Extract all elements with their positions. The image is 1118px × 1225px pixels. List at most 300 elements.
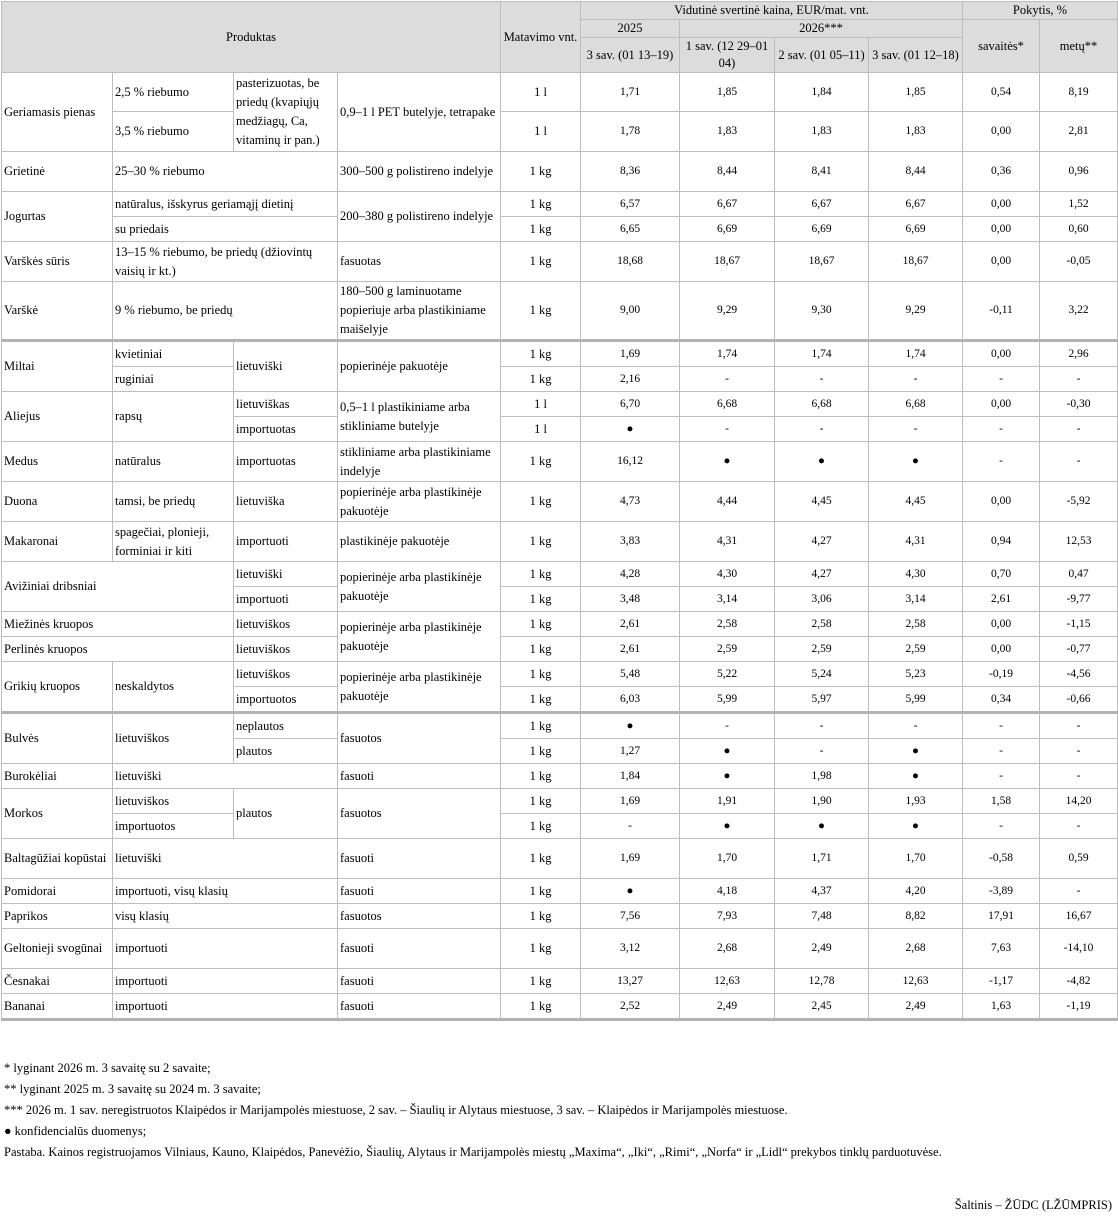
- product-name: Grikių kruopos: [2, 662, 113, 713]
- change-yearly: -1,19: [1040, 994, 1118, 1020]
- change-yearly: -: [1040, 814, 1118, 839]
- product-spec: 3,5 % riebumo: [113, 112, 234, 152]
- change-weekly: 0,00: [963, 392, 1040, 417]
- product-package: fasuotos: [338, 789, 501, 839]
- price-2026-w2: ●: [775, 814, 869, 839]
- unit-cell: 1 kg: [501, 341, 581, 367]
- change-weekly: -: [963, 713, 1040, 739]
- price-2026-w2: 1,83: [775, 112, 869, 152]
- unit-cell: 1 kg: [501, 587, 581, 612]
- price-2026-w2: -: [775, 417, 869, 442]
- table-row: [2, 969, 1118, 994]
- price-2026-w1: 6,67: [680, 192, 775, 217]
- product-name: Grietinė: [2, 152, 113, 192]
- product-name: Aliejus: [2, 392, 113, 442]
- unit-cell: 1 kg: [501, 814, 581, 839]
- price-2026-w3: ●: [869, 764, 963, 789]
- change-yearly: 12,53: [1040, 522, 1118, 562]
- price-2026-w2: 2,45: [775, 994, 869, 1020]
- price-2026-w2: -: [775, 739, 869, 764]
- price-2025-w3: -: [581, 814, 680, 839]
- price-2026-w2: 3,06: [775, 587, 869, 612]
- change-weekly: -0,11: [963, 282, 1040, 341]
- product-origin: importuotas: [234, 442, 338, 482]
- price-2025-w3: 3,83: [581, 522, 680, 562]
- price-2026-w3: 1,74: [869, 341, 963, 367]
- price-2026-w3: -: [869, 417, 963, 442]
- price-2026-w3: 1,93: [869, 789, 963, 814]
- change-weekly: 0,00: [963, 192, 1040, 217]
- price-2025-w3: 6,70: [581, 392, 680, 417]
- product-name: Bananai: [2, 994, 113, 1020]
- table-row: [2, 522, 1118, 562]
- price-2026-w3: -: [869, 713, 963, 739]
- price-2026-w2: 4,27: [775, 522, 869, 562]
- product-package: fasuotos: [338, 713, 501, 764]
- product-spec: lietuviški: [113, 839, 338, 879]
- unit-cell: 1 kg: [501, 713, 581, 739]
- product-package: popierinėje arba plastikinėje pakuotėje: [338, 482, 501, 522]
- change-weekly: 0,00: [963, 242, 1040, 282]
- unit-cell: 1 kg: [501, 637, 581, 662]
- price-2025-w3: 1,78: [581, 112, 680, 152]
- table-row: [2, 662, 1118, 687]
- product-package: 300–500 g polistireno indelyje: [338, 152, 501, 192]
- change-weekly: -0,58: [963, 839, 1040, 879]
- price-2025-w3: 2,61: [581, 637, 680, 662]
- change-yearly: -9,77: [1040, 587, 1118, 612]
- price-2026-w1: ●: [680, 814, 775, 839]
- product-spec: importuoti: [113, 929, 338, 969]
- price-2026-w1: 2,59: [680, 637, 775, 662]
- change-yearly: -: [1040, 442, 1118, 482]
- product-package: fasuotas: [338, 242, 501, 282]
- price-2026-w2: 18,67: [775, 242, 869, 282]
- price-2026-w3: 6,69: [869, 217, 963, 242]
- product-name: Miežinės kruopos: [2, 612, 234, 637]
- price-2026-w1: 4,30: [680, 562, 775, 587]
- header-yearly: metų**: [1040, 20, 1118, 73]
- product-origin: lietuviški: [234, 341, 338, 392]
- price-2026-w1: -: [680, 417, 775, 442]
- product-spec: natūralus: [113, 442, 234, 482]
- change-yearly: 2,96: [1040, 341, 1118, 367]
- product-package: fasuoti: [338, 879, 501, 904]
- change-yearly: 16,67: [1040, 904, 1118, 929]
- product-origin: lietuviškos: [234, 662, 338, 687]
- price-2026-w1: 2,49: [680, 994, 775, 1020]
- unit-cell: 1 kg: [501, 904, 581, 929]
- price-2026-w1: ●: [680, 739, 775, 764]
- change-yearly: 0,59: [1040, 839, 1118, 879]
- change-yearly: 0,96: [1040, 152, 1118, 192]
- product-spec: visų klasių: [113, 904, 338, 929]
- price-2026-w1: 4,31: [680, 522, 775, 562]
- price-2026-w3: 18,67: [869, 242, 963, 282]
- product-spec: natūralus, išskyrus geriamąjį dietinį: [113, 192, 338, 217]
- table-row: [2, 994, 1118, 1020]
- price-2026-w1: 7,93: [680, 904, 775, 929]
- unit-cell: 1 kg: [501, 969, 581, 994]
- change-weekly: 1,63: [963, 994, 1040, 1020]
- product-spec: 9 % riebumo, be priedų: [113, 282, 338, 341]
- change-yearly: -0,30: [1040, 392, 1118, 417]
- change-yearly: 14,20: [1040, 789, 1118, 814]
- table-row: [2, 839, 1118, 879]
- unit-cell: 1 kg: [501, 522, 581, 562]
- product-package: 200–380 g polistireno indelyje: [338, 192, 501, 242]
- table-row: [2, 192, 1118, 217]
- table-row: [2, 341, 1118, 367]
- table-row: [2, 282, 1118, 341]
- price-2026-w2: -: [775, 713, 869, 739]
- price-2026-w3: 5,99: [869, 687, 963, 713]
- price-2025-w3: 2,52: [581, 994, 680, 1020]
- change-yearly: 0,60: [1040, 217, 1118, 242]
- source-note: Šaltinis – ŽŪDC (LŽŪMPRIS): [954, 1198, 1112, 1212]
- price-2026-w1: 1,85: [680, 73, 775, 112]
- change-weekly: 0,00: [963, 612, 1040, 637]
- header-week-2026-2: 2 sav. (01 05–11): [775, 38, 869, 73]
- product-origin: neplautos: [234, 713, 338, 739]
- price-2026-w3: ●: [869, 442, 963, 482]
- price-table: [1, 1, 1118, 1021]
- product-name: Makaronai: [2, 522, 113, 562]
- price-2026-w1: ●: [680, 764, 775, 789]
- header-year-2026: 2026***: [680, 20, 963, 38]
- change-weekly: 0,00: [963, 637, 1040, 662]
- change-yearly: -: [1040, 367, 1118, 392]
- price-2025-w3: ●: [581, 879, 680, 904]
- price-2026-w1: 1,70: [680, 839, 775, 879]
- unit-cell: 1 kg: [501, 764, 581, 789]
- unit-cell: 1 l: [501, 112, 581, 152]
- price-2025-w3: 13,27: [581, 969, 680, 994]
- unit-cell: 1 kg: [501, 367, 581, 392]
- price-2026-w1: 1,74: [680, 341, 775, 367]
- change-weekly: 0,00: [963, 482, 1040, 522]
- price-2026-w3: 2,58: [869, 612, 963, 637]
- product-spec: 13–15 % riebumo, be priedų (džiovintų vaisių ir kt.): [113, 242, 338, 282]
- change-weekly: 0,34: [963, 687, 1040, 713]
- price-2026-w3: 4,20: [869, 879, 963, 904]
- unit-cell: 1 kg: [501, 612, 581, 637]
- product-name: Perlinės kruopos: [2, 637, 234, 662]
- change-yearly: -0,05: [1040, 242, 1118, 282]
- product-spec: importuoti: [113, 969, 338, 994]
- price-2026-w2: 2,49: [775, 929, 869, 969]
- table-row: [2, 814, 1118, 839]
- product-origin: importuotos: [234, 687, 338, 713]
- price-2026-w3: 1,85: [869, 73, 963, 112]
- price-2026-w1: 4,18: [680, 879, 775, 904]
- change-weekly: -3,89: [963, 879, 1040, 904]
- change-yearly: -0,66: [1040, 687, 1118, 713]
- header-unit: Matavimo vnt.: [501, 2, 581, 73]
- table-row: [2, 789, 1118, 814]
- price-2025-w3: 2,16: [581, 367, 680, 392]
- price-2026-w2: 12,78: [775, 969, 869, 994]
- unit-cell: 1 kg: [501, 217, 581, 242]
- price-2025-w3: 1,27: [581, 739, 680, 764]
- product-origin: lietuviškos: [234, 637, 338, 662]
- change-weekly: 0,36: [963, 152, 1040, 192]
- price-2025-w3: 1,84: [581, 764, 680, 789]
- price-2026-w3: 1,83: [869, 112, 963, 152]
- product-spec: spagečiai, plonieji, forminiai ir kiti: [113, 522, 234, 562]
- price-2026-w3: 8,82: [869, 904, 963, 929]
- price-2026-w3: ●: [869, 814, 963, 839]
- price-2025-w3: 3,48: [581, 587, 680, 612]
- price-2025-w3: 9,00: [581, 282, 680, 341]
- product-package: popierinėje pakuotėje: [338, 341, 501, 392]
- product-package: stikliniame arba plastikiniame indelyje: [338, 442, 501, 482]
- change-weekly: -: [963, 442, 1040, 482]
- unit-cell: 1 kg: [501, 994, 581, 1020]
- price-2026-w1: 5,99: [680, 687, 775, 713]
- product-package: fasuoti: [338, 764, 501, 789]
- price-2025-w3: 7,56: [581, 904, 680, 929]
- header-week-2026-3: 3 sav. (01 12–18): [869, 38, 963, 73]
- price-2026-w3: 2,49: [869, 994, 963, 1020]
- product-name: Baltagūžiai kopūstai: [2, 839, 113, 879]
- product-package: popierinėje arba plastikinėje pakuotėje: [338, 562, 501, 612]
- product-spec: lietuviški: [113, 764, 338, 789]
- price-2026-w1: 8,44: [680, 152, 775, 192]
- product-origin: importuoti: [234, 587, 338, 612]
- footnote-yearly: ** lyginant 2025 m. 3 savaitę su 2024 m. 3 savaite;: [4, 1082, 261, 1096]
- price-2026-w1: 9,29: [680, 282, 775, 341]
- price-2025-w3: 1,69: [581, 789, 680, 814]
- change-weekly: 1,58: [963, 789, 1040, 814]
- price-2025-w3: 2,61: [581, 612, 680, 637]
- product-package: fasuoti: [338, 839, 501, 879]
- change-weekly: 0,70: [963, 562, 1040, 587]
- change-yearly: -: [1040, 713, 1118, 739]
- product-origin: importuotas: [234, 417, 338, 442]
- product-spec: importuoti, visų klasių: [113, 879, 338, 904]
- price-2025-w3: 8,36: [581, 152, 680, 192]
- product-name: Burokėliai: [2, 764, 113, 789]
- price-2026-w2: ●: [775, 442, 869, 482]
- price-2026-w3: 9,29: [869, 282, 963, 341]
- change-yearly: -14,10: [1040, 929, 1118, 969]
- unit-cell: 1 l: [501, 73, 581, 112]
- price-2026-w3: 4,31: [869, 522, 963, 562]
- price-2025-w3: 5,48: [581, 662, 680, 687]
- unit-cell: 1 kg: [501, 442, 581, 482]
- unit-cell: 1 kg: [501, 879, 581, 904]
- product-spec: kvietiniai: [113, 341, 234, 367]
- product-name: Česnakai: [2, 969, 113, 994]
- product-spec: rapsų: [113, 392, 234, 442]
- product-package: 0,5–1 l plastikiniame arba stikliniame butelyje: [338, 392, 501, 442]
- price-2026-w1: 3,14: [680, 587, 775, 612]
- product-name: Jogurtas: [2, 192, 113, 242]
- product-origin: lietuviškas: [234, 392, 338, 417]
- price-2026-w2: 6,67: [775, 192, 869, 217]
- change-weekly: 0,94: [963, 522, 1040, 562]
- product-spec: neskaldytos: [113, 662, 234, 713]
- product-package: popierinėje arba plastikinėje pakuotėje: [338, 612, 501, 662]
- price-2026-w2: 1,98: [775, 764, 869, 789]
- table-row: [2, 764, 1118, 789]
- product-name: Medus: [2, 442, 113, 482]
- price-2026-w2: 4,37: [775, 879, 869, 904]
- table-row: [2, 442, 1118, 482]
- price-2025-w3: 1,71: [581, 73, 680, 112]
- product-package: plastikinėje pakuotėje: [338, 522, 501, 562]
- product-package: fasuoti: [338, 969, 501, 994]
- table-row: [2, 112, 1118, 152]
- price-2025-w3: 18,68: [581, 242, 680, 282]
- price-2026-w3: -: [869, 367, 963, 392]
- product-spec: importuotos: [113, 814, 234, 839]
- price-2025-w3: 4,28: [581, 562, 680, 587]
- table-row: [2, 152, 1118, 192]
- change-weekly: -: [963, 814, 1040, 839]
- change-weekly: -: [963, 764, 1040, 789]
- header-week-2025-3: 3 sav. (01 13–19): [581, 38, 680, 73]
- product-origin: importuoti: [234, 522, 338, 562]
- change-yearly: -5,92: [1040, 482, 1118, 522]
- product-package: popierinėje arba plastikinėje pakuotėje: [338, 662, 501, 713]
- price-2026-w3: 8,44: [869, 152, 963, 192]
- product-package: 180–500 g laminuotame popieriuje arba plastikiniame maišelyje: [338, 282, 501, 341]
- unit-cell: 1 kg: [501, 662, 581, 687]
- price-2026-w1: 2,68: [680, 929, 775, 969]
- price-2026-w1: 4,44: [680, 482, 775, 522]
- price-2026-w3: 2,68: [869, 929, 963, 969]
- table-row: [2, 367, 1118, 392]
- unit-cell: 1 kg: [501, 839, 581, 879]
- price-2026-w3: 5,23: [869, 662, 963, 687]
- price-2026-w3: 2,59: [869, 637, 963, 662]
- price-2026-w3: 1,70: [869, 839, 963, 879]
- product-origin: pasterizuotas, be priedų (kvapiųjų medžiagų, Ca, vitaminų ir pan.): [234, 73, 338, 152]
- table-row: [2, 392, 1118, 417]
- change-weekly: -: [963, 739, 1040, 764]
- table-body: [2, 73, 1118, 1020]
- product-spec: su priedais: [113, 217, 338, 242]
- price-2025-w3: ●: [581, 417, 680, 442]
- price-2026-w1: 1,91: [680, 789, 775, 814]
- price-2026-w3: 4,45: [869, 482, 963, 522]
- change-yearly: -: [1040, 764, 1118, 789]
- product-package: fasuotos: [338, 904, 501, 929]
- footnote-remark: Pastaba. Kainos registruojamos Vilniaus, Kauno, Klaipėdos, Panevėžio, Šiaulių, Alytaus ir Marijampolės miestų „Maxima“, „Iki“, „Rimi“, „Norfa“ ir „Lidl“ prekybos tinklų parduotuvėse.: [4, 1145, 942, 1159]
- price-2026-w3: 3,14: [869, 587, 963, 612]
- change-yearly: 8,19: [1040, 73, 1118, 112]
- price-2026-w2: 8,41: [775, 152, 869, 192]
- table-header: [2, 2, 1118, 73]
- table-row: [2, 242, 1118, 282]
- product-origin: lietuviškos: [234, 612, 338, 637]
- footnote-weekly: * lyginant 2026 m. 3 savaitę su 2 savaite;: [4, 1061, 211, 1075]
- product-spec: 2,5 % riebumo: [113, 73, 234, 112]
- product-origin: lietuviška: [234, 482, 338, 522]
- product-origin: plautos: [234, 739, 338, 764]
- change-weekly: -0,19: [963, 662, 1040, 687]
- product-package: 0,9–1 l PET butelyje, tetrapake: [338, 73, 501, 152]
- price-2026-w2: 2,59: [775, 637, 869, 662]
- change-yearly: -4,82: [1040, 969, 1118, 994]
- product-name: Paprikos: [2, 904, 113, 929]
- product-name: Avižiniai dribsniai: [2, 562, 234, 612]
- product-origin: lietuviški: [234, 562, 338, 587]
- price-2026-w2: 1,74: [775, 341, 869, 367]
- change-yearly: -0,77: [1040, 637, 1118, 662]
- change-yearly: -4,56: [1040, 662, 1118, 687]
- change-weekly: -: [963, 417, 1040, 442]
- price-2026-w1: -: [680, 367, 775, 392]
- product-name: Bulvės: [2, 713, 113, 764]
- price-2026-w3: 6,68: [869, 392, 963, 417]
- product-name: Geltonieji svogūnai: [2, 929, 113, 969]
- change-weekly: 17,91: [963, 904, 1040, 929]
- price-2026-w2: 5,24: [775, 662, 869, 687]
- change-yearly: -: [1040, 879, 1118, 904]
- product-spec: tamsi, be priedų: [113, 482, 234, 522]
- footnotes: [4, 1058, 942, 1163]
- price-2026-w1: 18,67: [680, 242, 775, 282]
- price-2026-w2: 6,68: [775, 392, 869, 417]
- product-name: Miltai: [2, 341, 113, 392]
- price-2025-w3: 3,12: [581, 929, 680, 969]
- unit-cell: 1 kg: [501, 152, 581, 192]
- product-package: fasuoti: [338, 994, 501, 1020]
- price-2026-w2: 4,27: [775, 562, 869, 587]
- price-2026-w2: 1,90: [775, 789, 869, 814]
- price-2026-w2: 4,45: [775, 482, 869, 522]
- price-2025-w3: 6,65: [581, 217, 680, 242]
- table-row: [2, 562, 1118, 587]
- product-package: fasuoti: [338, 929, 501, 969]
- price-2026-w1: 2,58: [680, 612, 775, 637]
- change-weekly: 0,00: [963, 341, 1040, 367]
- change-yearly: -: [1040, 417, 1118, 442]
- product-name: Duona: [2, 482, 113, 522]
- footnote-2026: *** 2026 m. 1 sav. neregistruotos Klaipėdos ir Marijampolės miestuose, 2 sav. – Šiaulių ir Alytaus miestuose, 3 sav. – Klaipėdos ir Marijampolės miestuose.: [4, 1103, 788, 1117]
- change-weekly: 7,63: [963, 929, 1040, 969]
- product-origin: plautos: [234, 789, 338, 839]
- unit-cell: 1 l: [501, 392, 581, 417]
- product-spec: importuoti: [113, 994, 338, 1020]
- header-week-2026-1: 1 sav. (12 29–01 04): [680, 38, 775, 73]
- price-2026-w1: 5,22: [680, 662, 775, 687]
- price-2025-w3: 16,12: [581, 442, 680, 482]
- price-2026-w2: 1,71: [775, 839, 869, 879]
- table-row: [2, 217, 1118, 242]
- header-year-2025: 2025: [581, 20, 680, 38]
- price-2026-w2: 6,69: [775, 217, 869, 242]
- price-2026-w2: 7,48: [775, 904, 869, 929]
- product-spec: 25–30 % riebumo: [113, 152, 338, 192]
- unit-cell: 1 kg: [501, 739, 581, 764]
- price-2025-w3: 1,69: [581, 839, 680, 879]
- table-row: [2, 929, 1118, 969]
- change-weekly: 0,54: [963, 73, 1040, 112]
- price-2026-w2: 2,58: [775, 612, 869, 637]
- price-2026-w1: 6,68: [680, 392, 775, 417]
- product-spec: lietuviškos: [113, 713, 234, 764]
- table-row: [2, 713, 1118, 739]
- price-2026-w1: ●: [680, 442, 775, 482]
- header-avg-price: Vidutinė svertinė kaina, EUR/mat. vnt.: [581, 2, 963, 20]
- price-2026-w3: ●: [869, 739, 963, 764]
- price-2026-w3: 4,30: [869, 562, 963, 587]
- product-spec: lietuviškos: [113, 789, 234, 814]
